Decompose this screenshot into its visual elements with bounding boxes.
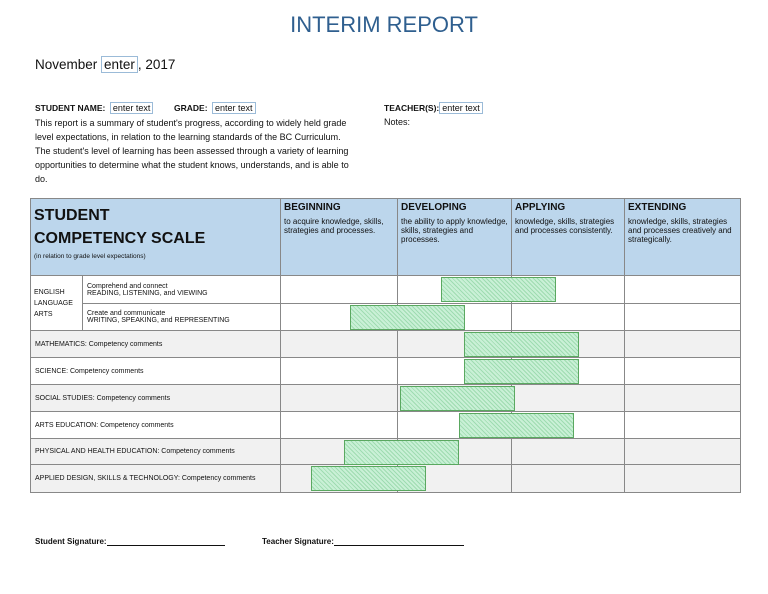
report-date (35, 57, 175, 72)
level-developing: DEVELOPING the ability to apply knowledge, skills, strategies and processes. (398, 199, 512, 276)
level-applying: APPLYING knowledge, skills, strategies and processes consistently. (512, 199, 625, 276)
level-beginning: BEGINNING to acquire knowledge, skills, strategies and processes. (281, 199, 398, 276)
scale-title-1: STUDENT (34, 207, 110, 224)
grade-field[interactable]: enter text (212, 102, 256, 114)
competency-level-bar[interactable] (464, 359, 579, 384)
date-year: , 2017 (137, 57, 176, 72)
teacher-field[interactable]: enter text (439, 102, 483, 114)
ela-row-label: Create and communicate WRITING, SPEAKING, and REPRESENTING (83, 304, 281, 331)
student-signature: Student Signature: (35, 536, 225, 546)
competency-level-bar[interactable] (459, 413, 574, 438)
table-row (31, 358, 741, 385)
scale-title-cell (31, 199, 281, 276)
student-name-field[interactable]: enter text (110, 102, 154, 114)
competency-level-bar[interactable] (464, 332, 579, 357)
scale-title-2: COMPETENCY SCALE (34, 230, 206, 247)
student-name-row (35, 98, 153, 116)
level-extending: EXTENDING knowledge, skills, strategies and processes creatively and strategically. (625, 199, 741, 276)
table-row (31, 331, 741, 358)
subject-label: PHYSICAL AND HEALTH EDUCATION: Competency comments (31, 439, 281, 465)
competency-level-bar[interactable] (400, 386, 515, 411)
date-month: November (35, 57, 98, 72)
ela-row-label: Comprehend and connect READING, LISTENING, and VIEWING (83, 276, 281, 304)
intro-text: This report is a summary of student's progress, according to widely held grade level expectations, in relation to the learning standards of the BC Curriculum. The student's level of learning has been assessed through a variety of learning opportunities to determine what the student knows, understands, and is able to do. (35, 118, 349, 184)
teacher-label: TEACHER(S): (384, 103, 440, 113)
scale-subtitle: (in relation to grade level expectations) (34, 253, 146, 260)
competency-level-bar[interactable] (344, 440, 459, 465)
day-field[interactable]: enter (101, 56, 138, 73)
subject-label: ARTS EDUCATION: Competency comments (31, 412, 281, 439)
subject-label: SOCIAL STUDIES: Competency comments (31, 385, 281, 412)
table-row (31, 385, 741, 412)
subject-label: SCIENCE: Competency comments (31, 358, 281, 385)
grade-row (174, 98, 256, 116)
page-title: INTERIM REPORT (290, 12, 478, 37)
ela-label: ENGLISH LANGUAGE ARTS (31, 276, 83, 331)
scale-header-row (31, 199, 741, 276)
subject-label: APPLIED DESIGN, SKILLS & TECHNOLOGY: Competency comments (31, 465, 281, 493)
competency-level-bar[interactable] (311, 466, 426, 491)
competency-level-bar[interactable] (441, 277, 556, 302)
teacher-signature-line[interactable] (334, 536, 464, 546)
student-name-label: STUDENT NAME: (35, 103, 106, 113)
table-row (31, 276, 741, 304)
notes-label: Notes: (384, 117, 411, 127)
student-signature-line[interactable] (107, 536, 225, 546)
grade-label: GRADE: (174, 103, 208, 113)
subject-label: MATHEMATICS: Competency comments (31, 331, 281, 358)
table-row (31, 412, 741, 439)
teacher-row (384, 98, 483, 116)
teacher-signature: Teacher Signature: (262, 536, 464, 546)
competency-level-bar[interactable] (350, 305, 465, 330)
